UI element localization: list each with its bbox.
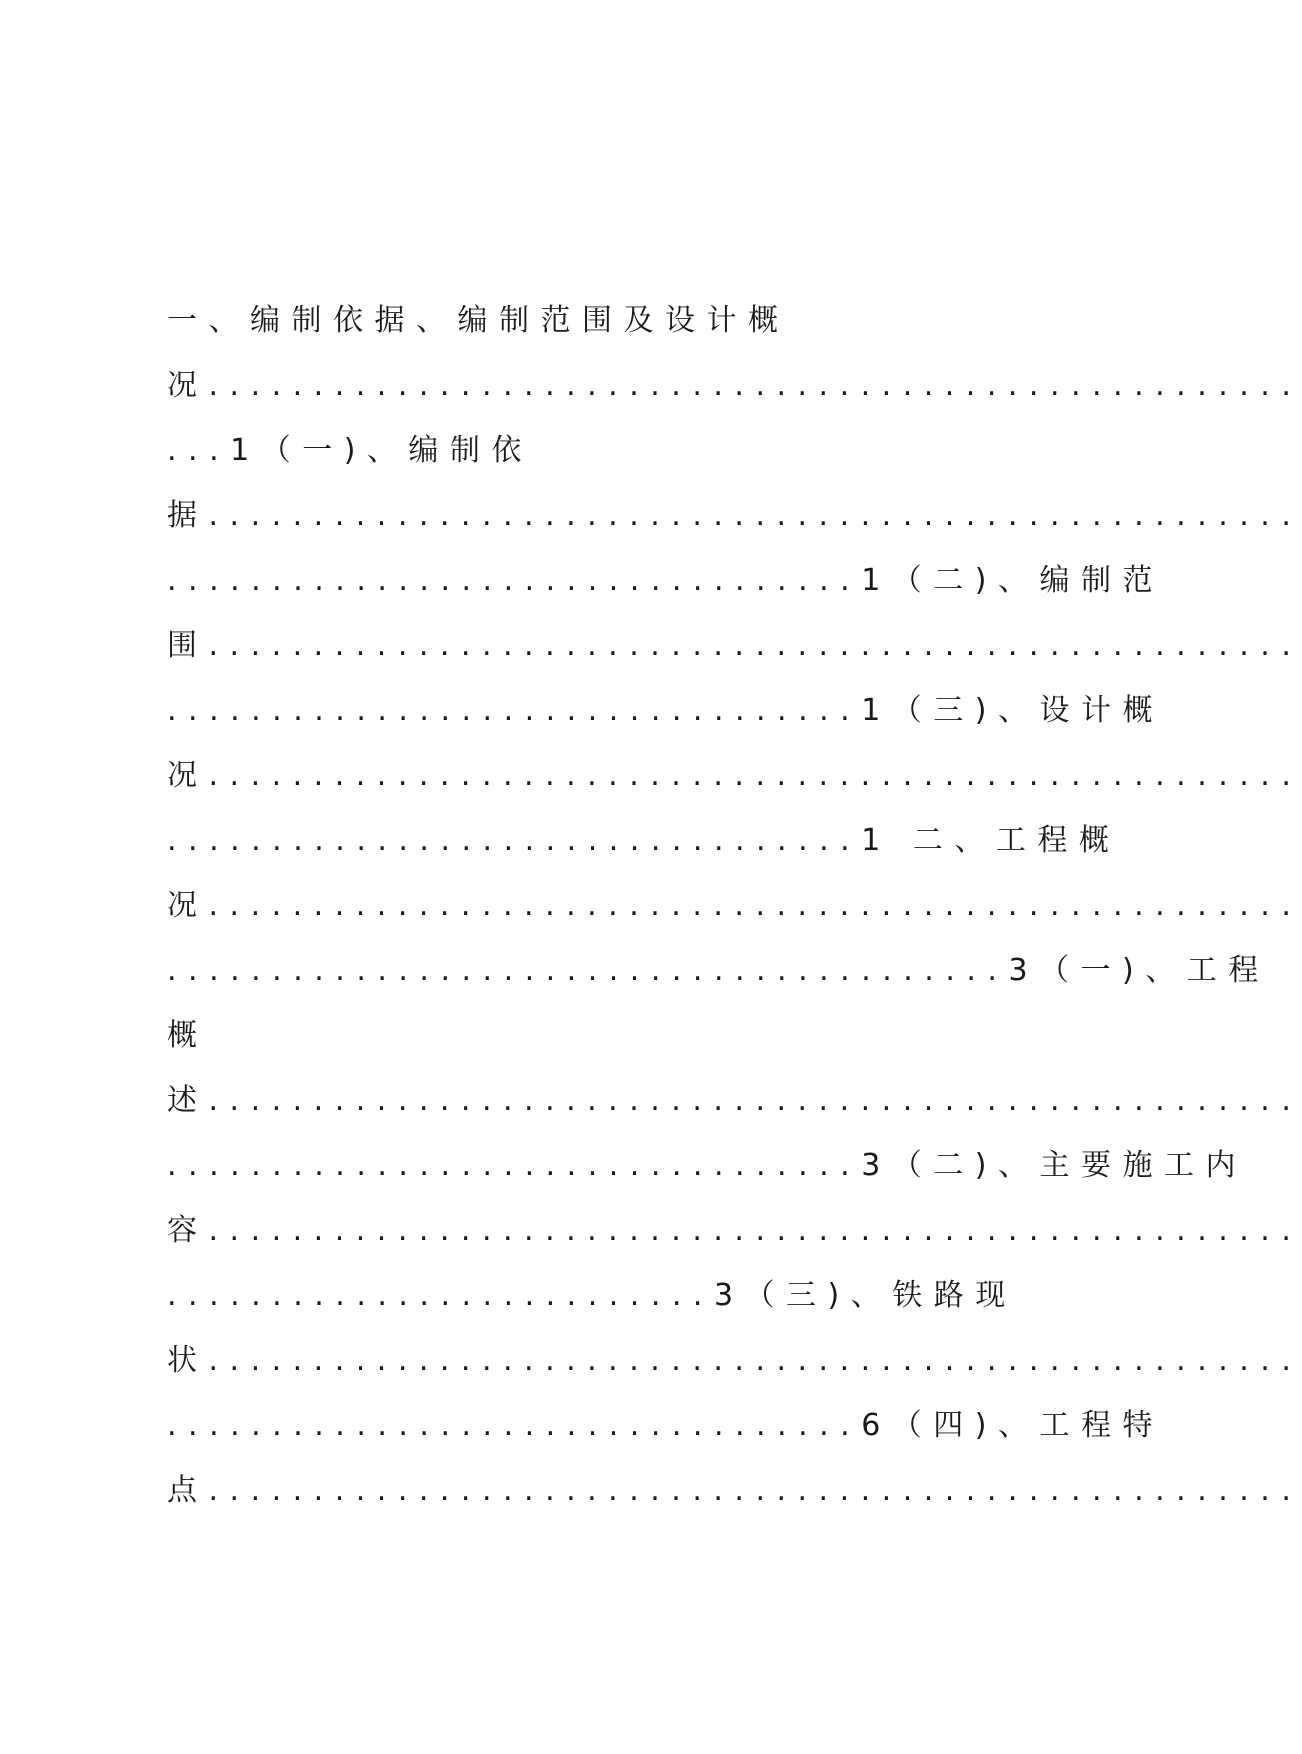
toc-line: 况.................................................... [167, 888, 1302, 923]
toc-line: .................................3（二)、主要施工内 [167, 1148, 1247, 1183]
toc-line: ...1（一)、编制依 [167, 433, 533, 468]
table-of-contents [167, 288, 1302, 1523]
toc-line: 点.................................................... [167, 1473, 1302, 1508]
toc-line: 况.................................................... [167, 758, 1302, 793]
toc-line: .................................1（三)、设计概 [167, 693, 1164, 728]
toc-line: .................................1 二、工程概 [167, 823, 1121, 858]
toc-line: ..........................3（三)、铁路现 [167, 1278, 1017, 1313]
toc-line: 一、编制依据、编制范围及设计概 [167, 303, 790, 338]
toc-line: .................................6（四)、工程特 [167, 1408, 1164, 1443]
toc-line: 容.................................................... [167, 1213, 1302, 1248]
toc-line: 状.................................................... [167, 1343, 1302, 1378]
toc-line: 概 [167, 1018, 209, 1053]
toc-line: 述.................................................... [167, 1083, 1302, 1118]
toc-line: 况.................................................... [167, 368, 1302, 403]
toc-line: 据.................................................... [167, 498, 1302, 533]
toc-line: 围.................................................... [167, 628, 1302, 663]
toc-line: ........................................3（一)、工程 [167, 953, 1270, 988]
toc-line: .................................1（二)、编制范 [167, 563, 1164, 598]
